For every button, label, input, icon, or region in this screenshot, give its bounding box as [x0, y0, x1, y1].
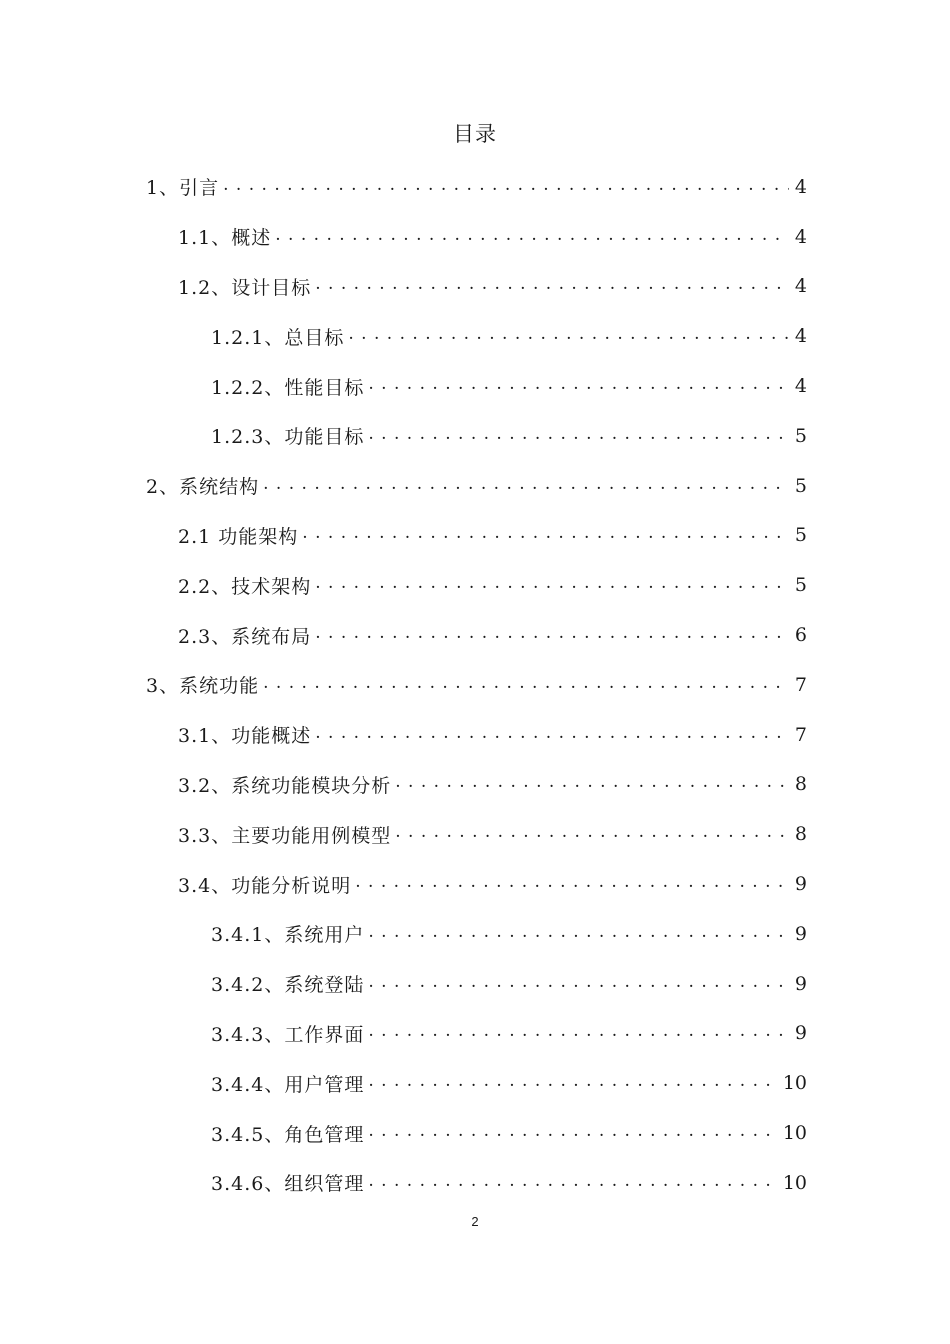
toc-entry-page: 10 [782, 1122, 807, 1145]
toc-entry-page: 5 [794, 474, 807, 497]
toc-dot-leader [368, 426, 789, 446]
toc-entry-page: 4 [794, 325, 807, 348]
toc-entry-label: 3.2、系统功能模块分析 [178, 774, 392, 797]
toc-entry-page: 10 [782, 1171, 807, 1194]
toc-entry-label: 1、引言 [146, 177, 220, 200]
toc-entry-label: 3.1、功能概述 [178, 725, 312, 748]
toc-entry[interactable] [0, 361, 950, 411]
toc-entry-label: 3、系统功能 [146, 675, 260, 698]
toc-list [0, 162, 950, 1208]
toc-entry[interactable] [0, 1158, 950, 1208]
toc-entry[interactable] [0, 262, 950, 312]
toc-entry-page: 4 [794, 375, 807, 398]
toc-dot-leader [223, 177, 789, 197]
toc-entry-page: 8 [794, 773, 807, 796]
toc-entry-page: 4 [794, 225, 807, 248]
toc-entry-label: 3.4、功能分析说明 [178, 874, 352, 897]
toc-entry-page: 9 [794, 922, 807, 945]
toc-entry-label: 1.2.3、功能目标 [211, 426, 365, 449]
toc-entry-label: 3.3、主要功能用例模型 [178, 824, 392, 847]
toc-entry[interactable] [0, 212, 950, 262]
toc-dot-leader [368, 924, 789, 944]
toc-entry-page: 9 [794, 972, 807, 995]
toc-entry-label: 1.1、概述 [178, 227, 272, 250]
toc-entry-label: 2.3、系统布局 [178, 625, 312, 648]
toc-dot-leader [368, 1073, 776, 1093]
toc-entry-page: 4 [794, 275, 807, 298]
toc-dot-leader [368, 1173, 776, 1193]
toc-entry-label: 3.4.5、角色管理 [211, 1123, 365, 1146]
toc-entry-label: 1.2、设计目标 [178, 276, 312, 299]
toc-dot-leader [315, 625, 789, 645]
toc-entry-label: 3.4.3、工作界面 [211, 1023, 365, 1046]
toc-dot-leader [368, 1123, 776, 1143]
toc-entry-page: 9 [794, 1022, 807, 1045]
toc-entry-label: 2、系统结构 [146, 476, 260, 499]
toc-entry[interactable] [0, 162, 950, 212]
toc-entry-label: 3.4.1、系统用户 [211, 924, 365, 947]
toc-dot-leader [348, 326, 789, 346]
toc-dot-leader [275, 227, 789, 247]
toc-entry-label: 3.4.4、用户管理 [211, 1073, 365, 1096]
toc-entry-page: 5 [794, 424, 807, 447]
toc-entry-page: 5 [794, 524, 807, 547]
toc-dot-leader [315, 575, 789, 595]
page-number: 2 [471, 1214, 479, 1229]
toc-entry-page: 6 [794, 624, 807, 647]
toc-dot-leader [263, 476, 789, 496]
toc-entry[interactable] [0, 710, 950, 760]
toc-dot-leader [355, 874, 789, 894]
toc-entry-page: 4 [794, 175, 807, 198]
toc-dot-leader [302, 525, 789, 545]
toc-entry[interactable] [0, 560, 950, 610]
toc-dot-leader [263, 675, 789, 695]
toc-entry-label: 1.2.1、总目标 [211, 326, 345, 349]
toc-entry[interactable] [0, 511, 950, 561]
toc-dot-leader [368, 376, 789, 396]
toc-entry[interactable] [0, 660, 950, 710]
toc-entry[interactable] [0, 909, 950, 959]
toc-dot-leader [395, 774, 789, 794]
toc-entry[interactable] [0, 411, 950, 461]
toc-entry-page: 5 [794, 574, 807, 597]
toc-entry-page: 9 [794, 873, 807, 896]
toc-entry-label: 2.2、技术架构 [178, 575, 312, 598]
toc-dot-leader [368, 974, 789, 994]
toc-entry-page: 10 [782, 1072, 807, 1095]
toc-entry-page: 8 [794, 823, 807, 846]
toc-title: 目录 [453, 122, 497, 146]
toc-entry-label: 2.1 功能架构 [178, 525, 299, 548]
toc-entry[interactable] [0, 859, 950, 909]
toc-entry-page: 7 [794, 723, 807, 746]
toc-entry[interactable] [0, 809, 950, 859]
toc-dot-leader [395, 824, 789, 844]
toc-entry-page: 7 [794, 673, 807, 696]
toc-entry-label: 3.4.2、系统登陆 [211, 974, 365, 997]
toc-entry[interactable] [0, 1009, 950, 1059]
toc-entry[interactable] [0, 610, 950, 660]
toc-entry-label: 1.2.2、性能目标 [211, 376, 365, 399]
toc-entry[interactable] [0, 959, 950, 1009]
toc-entry-label: 3.4.6、组织管理 [211, 1173, 365, 1196]
toc-entry[interactable] [0, 1058, 950, 1108]
toc-entry[interactable] [0, 1108, 950, 1158]
toc-dot-leader [368, 1023, 789, 1043]
toc-entry[interactable] [0, 461, 950, 511]
toc-entry[interactable] [0, 760, 950, 810]
toc-dot-leader [315, 276, 789, 296]
toc-dot-leader [315, 725, 789, 745]
toc-entry[interactable] [0, 311, 950, 361]
